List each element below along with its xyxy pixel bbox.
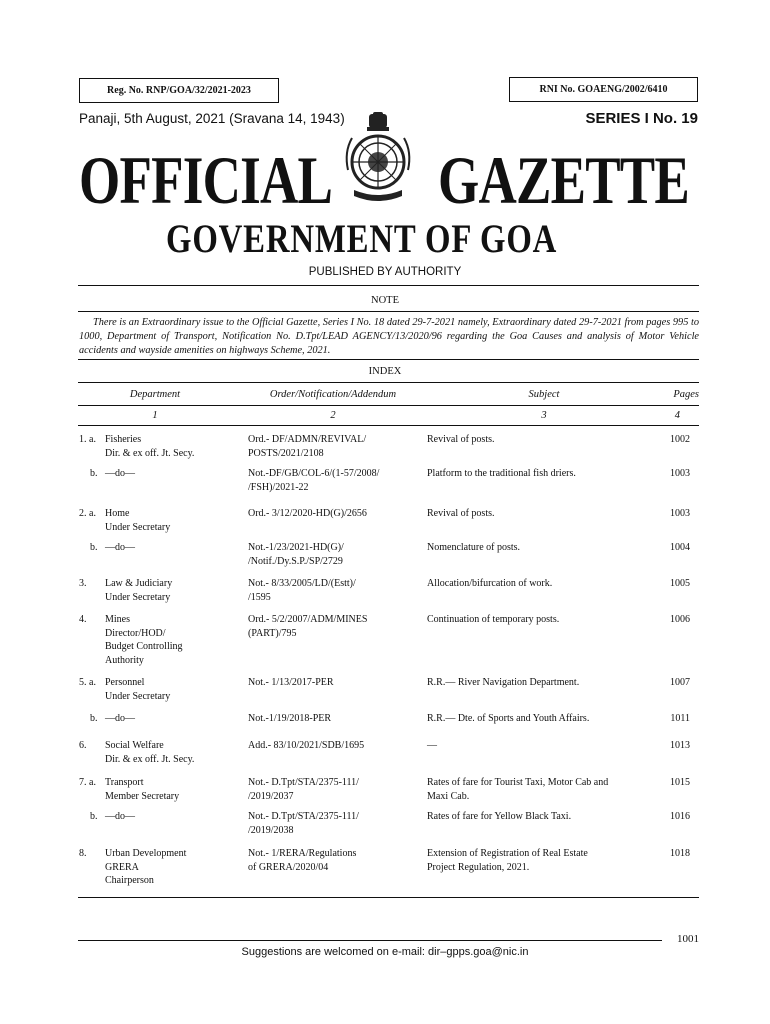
footer-rule — [78, 940, 662, 941]
row-order: Not.- 8/33/2005/LD/(Estt)/ /1595 — [248, 578, 356, 603]
gazette-title-left: OFFICIAL — [79, 142, 333, 218]
row-order: Not.-1/19/2018-PER — [248, 713, 332, 724]
divider — [78, 405, 699, 406]
row-number: 7. a. — [79, 777, 96, 788]
row-department: Personnel Under Secretary — [105, 677, 171, 702]
column-header-department: Department — [129, 389, 181, 400]
row-order: Not.- D.Tpt/STA/2375-111/ /2019/2037 — [248, 777, 359, 802]
row-department: Social Welfare Dir. & ex off. Jt. Secy. — [105, 740, 195, 765]
row-number: 3. — [79, 578, 87, 589]
divider — [78, 382, 699, 383]
row-department: Transport Member Secretary — [105, 777, 180, 802]
row-department: Urban Development GRERA Chairperson — [105, 848, 187, 886]
row-number: b. — [90, 542, 98, 553]
row-number: 2. a. — [79, 508, 96, 519]
row-department: Law & Judiciary Under Secretary — [105, 578, 173, 603]
date-line: Panaji, 5th August, 2021 (Sravana 14, 1943) — [79, 111, 345, 126]
row-page: 1015 — [670, 777, 690, 788]
row-order: Not.- 1/13/2017-PER — [248, 677, 334, 688]
rni-number-box — [509, 77, 698, 102]
column-number-1: 1 — [152, 410, 158, 421]
row-number: 1. a. — [79, 434, 96, 445]
row-order: Ord.- 3/12/2020-HD(G)/2656 — [248, 508, 367, 519]
column-number-4: 4 — [674, 410, 680, 421]
row-page: 1003 — [670, 468, 690, 479]
row-subject: Rates of fare for Yellow Black Taxi. — [427, 811, 572, 822]
row-subject: Continuation of temporary posts. — [427, 614, 560, 625]
row-page: 1005 — [670, 578, 690, 589]
row-number: b. — [90, 713, 98, 724]
suggestions-email: Suggestions are welcomed on e-mail: dir–gpps.goa@nic.in — [241, 946, 529, 958]
column-header-pages: Pages — [673, 389, 699, 400]
divider — [78, 359, 699, 360]
row-subject: Nomenclature of posts. — [427, 542, 521, 553]
row-order: Not.-DF/GB/COL-6/(1-57/2008/ /FSH)/2021-22 — [248, 468, 380, 493]
row-order: Not.- D.Tpt/STA/2375-111/ /2019/2038 — [248, 811, 359, 836]
row-subject: — — [427, 740, 437, 751]
row-subject: R.R.— River Navigation Department. — [427, 677, 580, 688]
row-department: Home Under Secretary — [105, 508, 171, 533]
page-number: 1001 — [677, 933, 699, 945]
divider — [78, 311, 699, 312]
divider — [78, 425, 699, 426]
row-page: 1004 — [670, 542, 690, 553]
row-order: Not.-1/23/2021-HD(G)/ /Notif./Dy.S.P./SP/2729 — [248, 542, 344, 567]
row-page: 1002 — [670, 434, 690, 445]
divider — [78, 285, 699, 286]
row-page: 1013 — [670, 740, 690, 751]
row-order: Not.- 1/RERA/Regulations of GRERA/2020/04 — [248, 848, 357, 873]
row-page: 1007 — [670, 677, 690, 688]
row-number: 4. — [79, 614, 87, 625]
column-number-2: 2 — [330, 410, 336, 421]
row-number: 8. — [79, 848, 87, 859]
row-department: Mines Director/HOD/ Budget Controlling Authority — [105, 614, 183, 666]
gazette-subtitle: GOVERNMENT OF GOA — [166, 216, 558, 261]
row-department: —do— — [105, 542, 135, 553]
published-by: PUBLISHED BY AUTHORITY — [308, 266, 462, 278]
note-heading: NOTE — [371, 295, 399, 306]
row-department: —do— — [105, 811, 135, 822]
row-department: —do— — [105, 468, 135, 479]
row-page: 1018 — [670, 848, 690, 859]
row-order: Add.- 83/10/2021/SDB/1695 — [248, 740, 365, 751]
row-subject: Revival of posts. — [427, 508, 495, 519]
rni-number: RNI No. GOAENG/2002/6410 — [539, 84, 668, 95]
index-heading: INDEX — [368, 366, 402, 377]
column-header-order: Order/Notification/Addendum — [269, 389, 397, 400]
row-order: Ord.- 5/2/2007/ADM/MINES (PART)/795 — [248, 614, 368, 639]
row-subject: R.R.— Dte. of Sports and Youth Affairs. — [427, 713, 590, 724]
registration-number-box — [79, 78, 279, 103]
goa-emblem-icon — [340, 112, 416, 208]
column-number-3: 3 — [541, 410, 547, 421]
row-subject: Revival of posts. — [427, 434, 495, 445]
row-number: b. — [90, 468, 98, 479]
row-subject: Rates of fare for Tourist Taxi, Motor Cab and Maxi Cab. — [427, 777, 609, 802]
row-department: —do— — [105, 713, 135, 724]
row-subject: Platform to the traditional fish driers. — [427, 468, 576, 479]
row-subject: Allocation/bifurcation of work. — [427, 578, 553, 589]
divider — [78, 897, 699, 898]
note-text: There is an Extraordinary issue to the Official Gazette, Series I No. 18 dated 29-7-2021 namely, Extraordinary dated 29-7-2021 from pages 995 to 1000, Department of Transport, Notification No. D.Tpt/LEAD AGENCY/13/2020/96 regarding the Goa Causes and analysis of Motor Vehicle accidents and wayside amenities on highways Scheme, 2021. — [79, 317, 699, 356]
row-subject: Extension of Registration of Real Estate Project Regulation, 2021. — [427, 848, 588, 873]
row-page: 1006 — [670, 614, 690, 625]
row-number: 6. — [79, 740, 87, 751]
registration-number: Reg. No. RNP/GOA/32/2021-2023 — [107, 85, 251, 96]
row-order: Ord.- DF/ADMN/REVIVAL/ POSTS/2021/2108 — [248, 434, 367, 459]
row-page: 1016 — [670, 811, 690, 822]
row-page: 1011 — [670, 713, 690, 724]
gazette-title-right: GAZETTE — [438, 142, 689, 218]
series-number: SERIES I No. 19 — [585, 110, 698, 127]
column-header-subject: Subject — [528, 389, 560, 400]
row-page: 1003 — [670, 508, 690, 519]
row-number: b. — [90, 811, 98, 822]
row-number: 5. a. — [79, 677, 96, 688]
row-department: Fisheries Dir. & ex off. Jt. Secy. — [105, 434, 195, 459]
